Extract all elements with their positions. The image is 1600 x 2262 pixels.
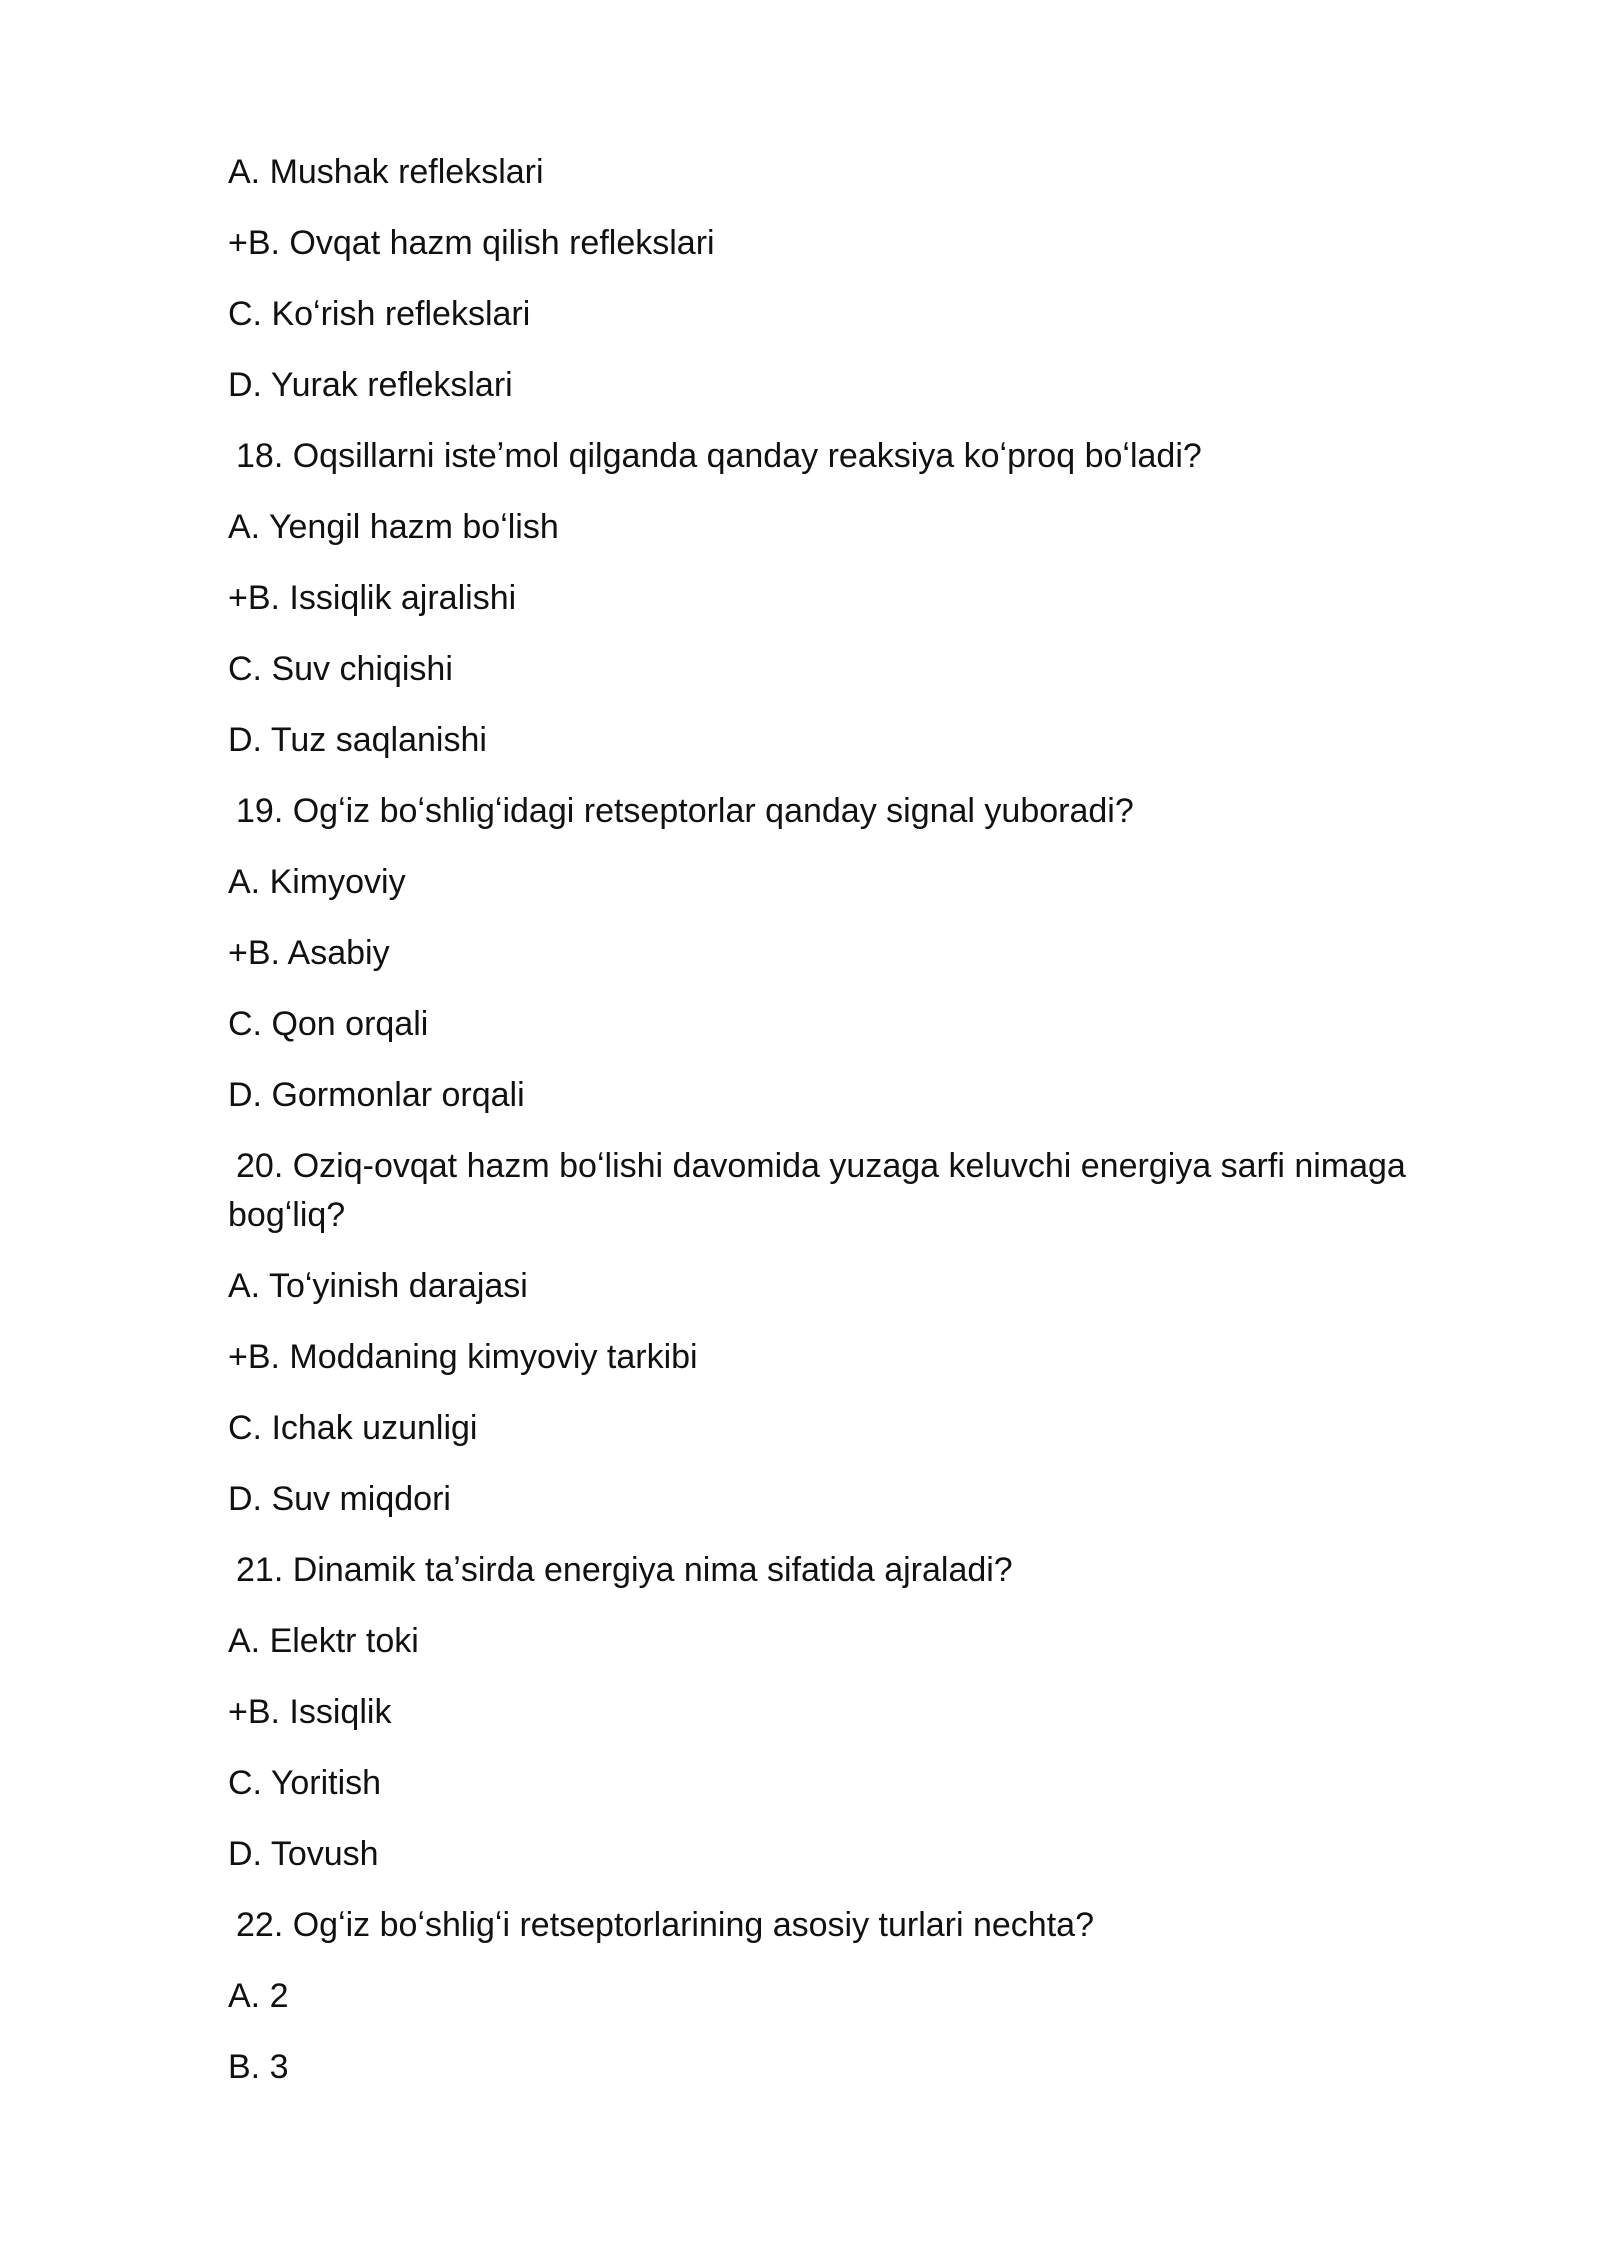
question-21: 21. Dinamik taʼsirda energiya nima sifatida ajraladi? (236, 1551, 1013, 1589)
answer-option: C. Suv chiqishi (228, 650, 453, 688)
answer-option: D. Suv miqdori (228, 1480, 451, 1518)
answer-option: D. Gormonlar orqali (228, 1076, 525, 1114)
answer-option: +B. Moddaning kimyoviy tarkibi (228, 1338, 698, 1376)
answer-option: C. Qon orqali (228, 1005, 429, 1043)
answer-option: A. 2 (228, 1977, 289, 2015)
question-19: 19. Ogʻiz boʻshligʻidagi retseptorlar qanday signal yuboradi? (236, 792, 1134, 830)
question-18: 18. Oqsillarni isteʼmol qilganda qanday reaksiya koʻproq boʻladi? (236, 437, 1202, 475)
answer-option: D. Tuz saqlanishi (228, 721, 487, 759)
answer-option: +B. Issiqlik ajralishi (228, 579, 517, 617)
answer-option: C. Koʻrish reflekslari (228, 295, 531, 333)
question-20: 20. Oziq-ovqat hazm boʻlishi davomida yuzaga keluvchi energiya sarfi nimaga bogʻliq? (228, 1147, 1406, 1234)
answer-option: D. Yurak reflekslari (228, 366, 513, 404)
answer-option: C. Ichak uzunligi (228, 1409, 478, 1447)
answer-option: D. Tovush (228, 1835, 379, 1873)
answer-option: A. Toʻyinish darajasi (228, 1267, 528, 1305)
question-22: 22. Ogʻiz boʻshligʻi retseptorlarining asosiy turlari nechta? (236, 1906, 1094, 1944)
answer-option: A. Elektr toki (228, 1622, 419, 1660)
answer-option: +B. Asabiy (228, 934, 390, 972)
answer-option: A. Kimyoviy (228, 863, 406, 901)
answer-option: +B. Ovqat hazm qilish reflekslari (228, 224, 715, 262)
answer-option: +B. Issiqlik (228, 1693, 392, 1731)
answer-option: C. Yoritish (228, 1764, 382, 1802)
quiz-content (228, 148, 1428, 2114)
answer-option: A. Yengil hazm boʻlish (228, 508, 559, 546)
answer-option: A. Mushak reflekslari (228, 153, 544, 191)
answer-option: B. 3 (228, 2048, 289, 2086)
